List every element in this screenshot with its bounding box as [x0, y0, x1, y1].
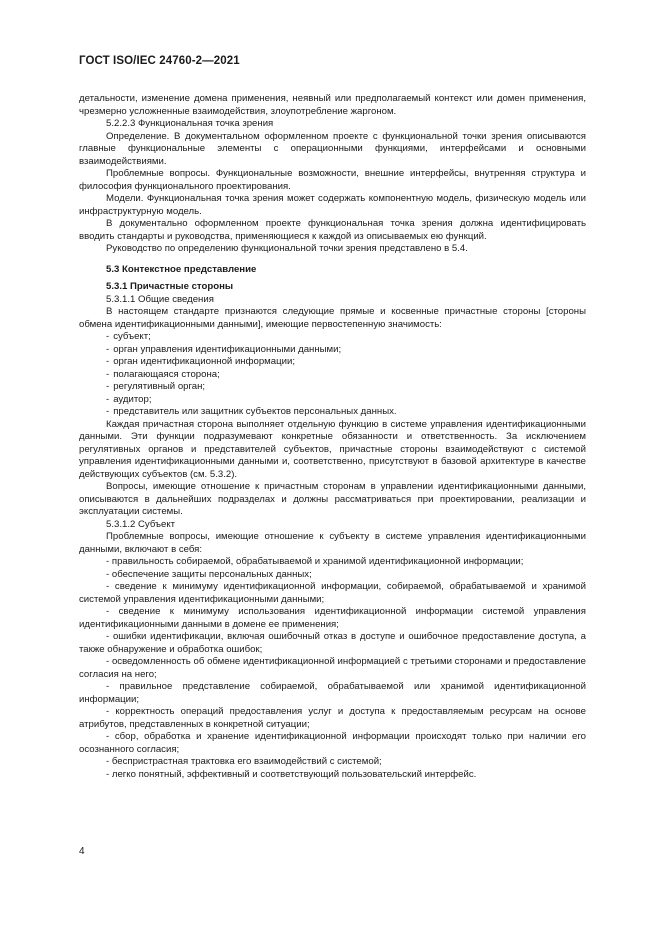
list-item: - беспристрастная трактовка его взаимодействий с системой; — [106, 756, 382, 767]
paragraph: Руководство по определению функциональной точки зрения представлено в 5.4. — [106, 243, 468, 254]
paragraph: В настоящем стандарте признаются следующие прямые и косвенные причастные стороны [стороны обмена идентификационными данными], имеющие первостепенную значимость: — [79, 306, 586, 330]
list-item: - представитель или защитник субъектов персональных данных. — [106, 406, 397, 417]
subsection-heading: 5.3.1 Причастные стороны — [106, 281, 234, 292]
paragraph: В документально оформленном проекте функциональная точка зрения должна идентифицировать вводить стандарты и руководства, применяющиеся к каждой из описываемых ею функций. — [79, 218, 586, 242]
standard-header: ГОСТ ISO/IEC 24760-2—2021 — [79, 55, 240, 67]
list-item: - орган управления идентификационными данными; — [106, 343, 342, 355]
section-heading: 5.3 Контекстное представление — [106, 263, 257, 275]
list-item: - сбор, обработка и хранение идентификационной информации происходят только при наличии его осознанного согласия; — [79, 731, 586, 755]
list-item: - легко понятный, эффективный и соответствующий пользовательский интерфейс. — [106, 768, 477, 780]
list-item: - полагающаяся сторона; — [106, 368, 220, 380]
list-item: - сведение к минимуму использования идентификационной информации системой управления идентификационными данными в домене ее применения; — [79, 606, 586, 630]
subsection-title: 5.3.1.2 Субъект — [106, 518, 176, 530]
paragraph: детальности, изменение домена применения, неявный или предполагаемый контекст или домен применения, чрезмерно усложненные взаимодействия, злоупотребление жаргоном. — [79, 93, 586, 117]
list-item: - регулятивный орган; — [106, 381, 206, 392]
list-item: - ошибки идентификации, включая ошибочный отказ в доступе и ошибочное предоставление доступа, а также обнаружение и обработка ошибок; — [79, 631, 586, 655]
subsection-title: 5.3.1.1 Общие сведения — [106, 293, 214, 305]
paragraph: Проблемные вопросы, имеющие отношение к субъекту в системе управления идентификационными данными, включают в себя: — [79, 531, 586, 555]
list-item: - осведомленность об обмене идентификационной информацией с третьими сторонами и предоставление согласия на него; — [79, 656, 586, 680]
list-item: - орган идентификационной информации; — [106, 356, 295, 367]
paragraph: Вопросы, имеющие отношение к причастным сторонам в управлении идентификационными данными, описываются в дальнейших подразделах и должны рассматриваться при проектировании, реализации и эксплуатации системы. — [79, 481, 586, 517]
subsection-title: 5.2.2.3 Функциональная точка зрения — [106, 118, 274, 129]
list-item: - аудитор; — [106, 393, 152, 405]
stakeholder-list — [79, 331, 586, 419]
document-body — [79, 93, 586, 781]
list-item: - правильность собираемой, обрабатываемой и хранимой идентификационной информации; — [106, 556, 524, 567]
subject-issues-list — [79, 556, 586, 781]
list-item: - субъект; — [106, 331, 151, 342]
list-item: - сведение к минимуму идентификационной информации, собираемой, обрабатываемой и хранимой системой управления идентификационными данными; — [79, 581, 586, 605]
paragraph: Проблемные вопросы. Функциональные возможности, внешние интерфейсы, внутренняя структура и философия функционального проектирования. — [79, 168, 586, 192]
paragraph: Каждая причастная сторона выполняет отдельную функцию в системе управления идентификационными данными. Эти функции подразумевают конкретные обязанности и ответственность. За исключением регулятивных органов и представителей субъектов, причастные стороны взаимодействуют с системой управления идентификационными данными и, соответственно, присутствуют в базовой архитектуре в качестве действующих субъектов (см. 5.3.2). — [79, 418, 586, 480]
paragraph: Определение. В документальном оформленном проекте с функциональной точки зрения описываются главные функциональные элементы с операционными функциями, интерфейсами и основными взаимодействиями. — [79, 130, 586, 167]
list-item: - правильное представление собираемой, обрабатываемой или хранимой идентификационной информации; — [79, 681, 586, 705]
paragraph: Модели. Функциональная точка зрения может содержать компонентную модель, физическую модель или инфраструктурную модель. — [79, 193, 586, 217]
page-number: 4 — [79, 846, 85, 857]
list-item: - обеспечение защиты персональных данных; — [106, 568, 312, 580]
list-item: - корректность операций предоставления услуг и доступа к предоставляемым ресурсам на основе атрибутов, представленных в конкретной ситуации; — [79, 706, 586, 730]
